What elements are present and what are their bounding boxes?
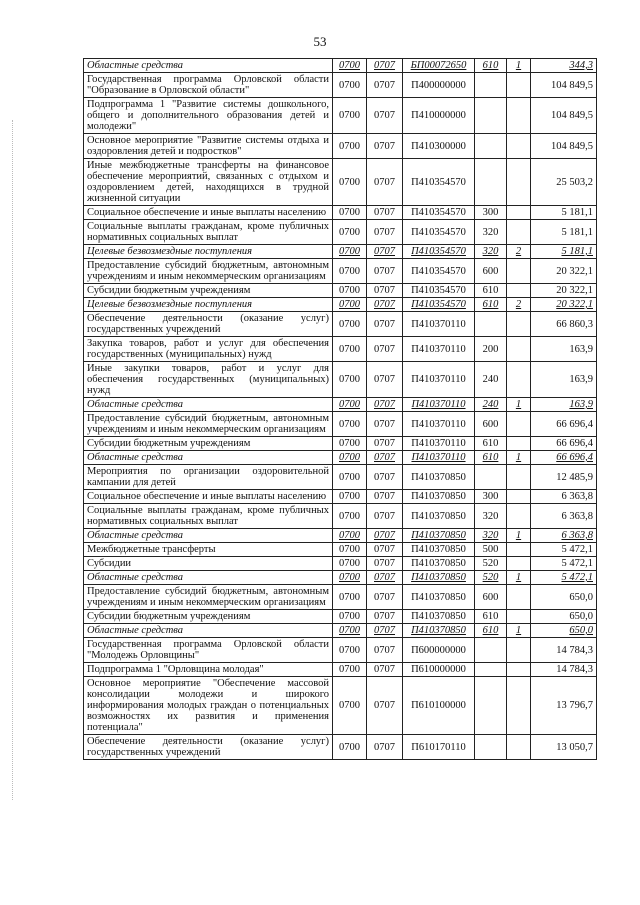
row-source-cell <box>507 504 531 529</box>
row-source-cell <box>507 543 531 557</box>
budget-table-body <box>84 59 597 760</box>
table-row <box>84 465 597 490</box>
row-target-article-cell: П410370850 <box>403 571 475 585</box>
row-amount-cell: 5 472,1 <box>531 571 597 585</box>
row-expense-type-cell <box>475 663 507 677</box>
row-expense-type-cell <box>475 134 507 159</box>
row-ved-code-cell: 0700 <box>333 362 367 398</box>
row-section-code-cell: 0707 <box>367 557 403 571</box>
row-ved-code-cell: 0700 <box>333 284 367 298</box>
row-ved-code-cell: 0700 <box>333 490 367 504</box>
row-amount-cell: 5 472,1 <box>531 543 597 557</box>
row-source-cell <box>507 73 531 98</box>
table-row <box>84 451 597 465</box>
row-ved-code-cell: 0700 <box>333 312 367 337</box>
row-amount-cell: 20 322,1 <box>531 259 597 284</box>
table-row <box>84 571 597 585</box>
row-section-code-cell: 0707 <box>367 245 403 259</box>
row-target-article-cell: БП00072650 <box>403 59 475 73</box>
row-amount-cell: 163,9 <box>531 337 597 362</box>
row-target-article-cell: П400000000 <box>403 73 475 98</box>
row-source-cell <box>507 259 531 284</box>
row-source-cell <box>507 557 531 571</box>
row-source-cell <box>507 362 531 398</box>
row-source-cell: 1 <box>507 529 531 543</box>
row-section-code-cell: 0707 <box>367 638 403 663</box>
row-ved-code-cell: 0700 <box>333 412 367 437</box>
row-expense-type-cell: 600 <box>475 259 507 284</box>
row-source-cell: 1 <box>507 59 531 73</box>
row-expense-type-cell <box>475 312 507 337</box>
row-source-cell <box>507 638 531 663</box>
row-name-cell: Целевые безвозмездные поступления <box>84 298 333 312</box>
row-expense-type-cell: 500 <box>475 543 507 557</box>
row-expense-type-cell: 610 <box>475 284 507 298</box>
row-name-cell: Иные межбюджетные трансферты на финансовое обеспечение мероприятий, связанных с отдыхом и оздоровлением детей, находящихся в трудной жизненной ситуации <box>84 159 333 206</box>
row-amount-cell: 13 050,7 <box>531 735 597 760</box>
row-name-cell: Предоставление субсидий бюджетным, автономным учреждениям и иным некоммерческим организациям <box>84 259 333 284</box>
row-amount-cell: 5 181,1 <box>531 206 597 220</box>
row-target-article-cell: П410370850 <box>403 543 475 557</box>
row-expense-type-cell: 320 <box>475 504 507 529</box>
table-row <box>84 557 597 571</box>
row-target-article-cell: П610170110 <box>403 735 475 760</box>
row-ved-code-cell: 0700 <box>333 504 367 529</box>
row-source-cell: 1 <box>507 451 531 465</box>
row-source-cell <box>507 312 531 337</box>
table-row <box>84 398 597 412</box>
row-expense-type-cell <box>475 638 507 663</box>
row-expense-type-cell: 520 <box>475 557 507 571</box>
row-amount-cell: 6 363,8 <box>531 490 597 504</box>
row-ved-code-cell: 0700 <box>333 59 367 73</box>
row-amount-cell: 66 696,4 <box>531 412 597 437</box>
row-section-code-cell: 0707 <box>367 59 403 73</box>
row-amount-cell: 14 784,3 <box>531 663 597 677</box>
row-ved-code-cell: 0700 <box>333 337 367 362</box>
row-name-cell: Обеспечение деятельности (оказание услуг) государственных учреждений <box>84 735 333 760</box>
row-section-code-cell: 0707 <box>367 259 403 284</box>
row-name-cell: Субсидии бюджетным учреждениям <box>84 284 333 298</box>
row-source-cell: 2 <box>507 298 531 312</box>
row-expense-type-cell: 320 <box>475 529 507 543</box>
row-section-code-cell: 0707 <box>367 571 403 585</box>
table-row <box>84 134 597 159</box>
row-expense-type-cell: 520 <box>475 571 507 585</box>
row-expense-type-cell: 610 <box>475 624 507 638</box>
table-row <box>84 98 597 134</box>
row-expense-type-cell: 320 <box>475 220 507 245</box>
row-amount-cell: 66 696,4 <box>531 437 597 451</box>
row-target-article-cell: П410354570 <box>403 245 475 259</box>
row-amount-cell: 14 784,3 <box>531 638 597 663</box>
table-row <box>84 245 597 259</box>
row-name-cell: Социальные выплаты гражданам, кроме публичных нормативных социальных выплат <box>84 504 333 529</box>
row-target-article-cell: П410370850 <box>403 529 475 543</box>
row-ved-code-cell: 0700 <box>333 259 367 284</box>
row-source-cell <box>507 437 531 451</box>
table-row <box>84 638 597 663</box>
row-ved-code-cell: 0700 <box>333 557 367 571</box>
row-section-code-cell: 0707 <box>367 312 403 337</box>
row-target-article-cell: П410370110 <box>403 362 475 398</box>
row-ved-code-cell: 0700 <box>333 206 367 220</box>
table-row <box>84 206 597 220</box>
row-target-article-cell: П410370850 <box>403 557 475 571</box>
table-row <box>84 362 597 398</box>
table-row <box>84 624 597 638</box>
row-source-cell <box>507 220 531 245</box>
row-target-article-cell: П410370110 <box>403 398 475 412</box>
row-ved-code-cell: 0700 <box>333 638 367 663</box>
table-row <box>84 437 597 451</box>
row-source-cell <box>507 134 531 159</box>
row-ved-code-cell: 0700 <box>333 159 367 206</box>
row-target-article-cell: П610100000 <box>403 677 475 735</box>
row-name-cell: Областные средства <box>84 398 333 412</box>
row-target-article-cell: П410370110 <box>403 437 475 451</box>
row-name-cell: Предоставление субсидий бюджетным, автономным учреждениям и иным некоммерческим организациям <box>84 585 333 610</box>
margin-scan-artifact <box>12 120 14 800</box>
row-ved-code-cell: 0700 <box>333 451 367 465</box>
row-source-cell <box>507 677 531 735</box>
row-expense-type-cell: 600 <box>475 412 507 437</box>
table-row <box>84 312 597 337</box>
row-expense-type-cell <box>475 73 507 98</box>
row-expense-type-cell: 610 <box>475 437 507 451</box>
row-target-article-cell: П410370850 <box>403 624 475 638</box>
row-name-cell: Областные средства <box>84 571 333 585</box>
table-row <box>84 298 597 312</box>
row-amount-cell: 344,3 <box>531 59 597 73</box>
row-section-code-cell: 0707 <box>367 504 403 529</box>
row-amount-cell: 5 472,1 <box>531 557 597 571</box>
row-target-article-cell: П410370110 <box>403 337 475 362</box>
row-name-cell: Основное мероприятие "Обеспечение массовой консолидации молодежи и широкого информирования молодых граждан о потенциальных возможностях их развития и применения потенциала" <box>84 677 333 735</box>
row-target-article-cell: П410370850 <box>403 490 475 504</box>
row-section-code-cell: 0707 <box>367 159 403 206</box>
row-amount-cell: 20 322,1 <box>531 284 597 298</box>
row-source-cell <box>507 337 531 362</box>
row-expense-type-cell: 610 <box>475 451 507 465</box>
row-source-cell <box>507 610 531 624</box>
row-source-cell <box>507 585 531 610</box>
row-amount-cell: 66 860,3 <box>531 312 597 337</box>
row-ved-code-cell: 0700 <box>333 98 367 134</box>
row-target-article-cell: П410370850 <box>403 504 475 529</box>
row-amount-cell: 163,9 <box>531 398 597 412</box>
row-target-article-cell: П410354570 <box>403 220 475 245</box>
row-target-article-cell: П410000000 <box>403 98 475 134</box>
row-amount-cell: 650,0 <box>531 610 597 624</box>
row-ved-code-cell: 0700 <box>333 437 367 451</box>
row-section-code-cell: 0707 <box>367 337 403 362</box>
row-amount-cell: 104 849,5 <box>531 98 597 134</box>
row-name-cell: Областные средства <box>84 529 333 543</box>
row-target-article-cell: П610000000 <box>403 663 475 677</box>
row-target-article-cell: П410354570 <box>403 259 475 284</box>
row-name-cell: Субсидии бюджетным учреждениям <box>84 610 333 624</box>
row-name-cell: Подпрограмма 1 "Орловщина молодая" <box>84 663 333 677</box>
row-amount-cell: 6 363,8 <box>531 504 597 529</box>
row-expense-type-cell <box>475 735 507 760</box>
row-ved-code-cell: 0700 <box>333 529 367 543</box>
row-target-article-cell: П410370110 <box>403 451 475 465</box>
table-row <box>84 412 597 437</box>
row-section-code-cell: 0707 <box>367 465 403 490</box>
row-amount-cell: 66 696,4 <box>531 451 597 465</box>
row-target-article-cell: П410354570 <box>403 298 475 312</box>
row-section-code-cell: 0707 <box>367 451 403 465</box>
row-section-code-cell: 0707 <box>367 398 403 412</box>
table-row <box>84 585 597 610</box>
row-amount-cell: 104 849,5 <box>531 134 597 159</box>
row-name-cell: Иные закупки товаров, работ и услуг для обеспечения государственных (муниципальных) нужд <box>84 362 333 398</box>
row-target-article-cell: П410354570 <box>403 284 475 298</box>
row-ved-code-cell: 0700 <box>333 73 367 98</box>
row-expense-type-cell <box>475 98 507 134</box>
row-expense-type-cell <box>475 465 507 490</box>
row-section-code-cell: 0707 <box>367 543 403 557</box>
row-target-article-cell: П410370850 <box>403 610 475 624</box>
row-name-cell: Социальное обеспечение и иные выплаты населению <box>84 490 333 504</box>
row-expense-type-cell: 610 <box>475 610 507 624</box>
row-target-article-cell: П410370850 <box>403 585 475 610</box>
row-name-cell: Государственная программа Орловской области "Образование в Орловской области" <box>84 73 333 98</box>
row-ved-code-cell: 0700 <box>333 465 367 490</box>
row-name-cell: Мероприятия по организации оздоровительной кампании для детей <box>84 465 333 490</box>
table-row <box>84 543 597 557</box>
table-row <box>84 490 597 504</box>
row-amount-cell: 25 503,2 <box>531 159 597 206</box>
table-row <box>84 284 597 298</box>
row-source-cell <box>507 412 531 437</box>
row-ved-code-cell: 0700 <box>333 571 367 585</box>
row-source-cell <box>507 735 531 760</box>
row-name-cell: Целевые безвозмездные поступления <box>84 245 333 259</box>
row-section-code-cell: 0707 <box>367 220 403 245</box>
row-ved-code-cell: 0700 <box>333 134 367 159</box>
table-row <box>84 59 597 73</box>
row-name-cell: Социальное обеспечение и иные выплаты населению <box>84 206 333 220</box>
row-source-cell: 1 <box>507 398 531 412</box>
row-section-code-cell: 0707 <box>367 412 403 437</box>
row-ved-code-cell: 0700 <box>333 220 367 245</box>
row-name-cell: Областные средства <box>84 59 333 73</box>
row-name-cell: Областные средства <box>84 451 333 465</box>
row-amount-cell: 20 322,1 <box>531 298 597 312</box>
table-row <box>84 610 597 624</box>
row-name-cell: Предоставление субсидий бюджетным, автономным учреждениям и иным некоммерческим организациям <box>84 412 333 437</box>
table-row <box>84 504 597 529</box>
row-source-cell <box>507 159 531 206</box>
row-amount-cell: 5 181,1 <box>531 245 597 259</box>
row-ved-code-cell: 0700 <box>333 663 367 677</box>
row-target-article-cell: П600000000 <box>403 638 475 663</box>
row-ved-code-cell: 0700 <box>333 677 367 735</box>
row-section-code-cell: 0707 <box>367 206 403 220</box>
row-expense-type-cell: 300 <box>475 206 507 220</box>
row-section-code-cell: 0707 <box>367 134 403 159</box>
row-amount-cell: 6 363,8 <box>531 529 597 543</box>
row-section-code-cell: 0707 <box>367 73 403 98</box>
row-section-code-cell: 0707 <box>367 98 403 134</box>
row-section-code-cell: 0707 <box>367 610 403 624</box>
table-row <box>84 220 597 245</box>
table-row <box>84 529 597 543</box>
row-source-cell <box>507 284 531 298</box>
row-source-cell <box>507 98 531 134</box>
row-expense-type-cell: 240 <box>475 362 507 398</box>
row-ved-code-cell: 0700 <box>333 245 367 259</box>
row-source-cell <box>507 490 531 504</box>
row-name-cell: Субсидии <box>84 557 333 571</box>
row-expense-type-cell: 200 <box>475 337 507 362</box>
row-name-cell: Субсидии бюджетным учреждениям <box>84 437 333 451</box>
page-number: 53 <box>313 34 327 49</box>
row-expense-type-cell: 610 <box>475 298 507 312</box>
row-source-cell: 1 <box>507 624 531 638</box>
row-expense-type-cell: 300 <box>475 490 507 504</box>
row-name-cell: Социальные выплаты гражданам, кроме публичных нормативных социальных выплат <box>84 220 333 245</box>
row-source-cell <box>507 206 531 220</box>
row-amount-cell: 104 849,5 <box>531 73 597 98</box>
row-section-code-cell: 0707 <box>367 677 403 735</box>
row-section-code-cell: 0707 <box>367 663 403 677</box>
row-section-code-cell: 0707 <box>367 735 403 760</box>
table-row <box>84 73 597 98</box>
row-ved-code-cell: 0700 <box>333 543 367 557</box>
row-source-cell <box>507 465 531 490</box>
budget-table <box>83 58 597 760</box>
row-name-cell: Закупка товаров, работ и услуг для обеспечения государственных (муниципальных) нужд <box>84 337 333 362</box>
row-section-code-cell: 0707 <box>367 437 403 451</box>
row-section-code-cell: 0707 <box>367 362 403 398</box>
row-source-cell <box>507 663 531 677</box>
row-section-code-cell: 0707 <box>367 298 403 312</box>
row-expense-type-cell: 240 <box>475 398 507 412</box>
table-row <box>84 677 597 735</box>
row-target-article-cell: П410300000 <box>403 134 475 159</box>
table-row <box>84 735 597 760</box>
row-amount-cell: 12 485,9 <box>531 465 597 490</box>
row-amount-cell: 650,0 <box>531 585 597 610</box>
row-target-article-cell: П410370850 <box>403 465 475 490</box>
row-target-article-cell: П410354570 <box>403 159 475 206</box>
row-amount-cell: 5 181,1 <box>531 220 597 245</box>
row-name-cell: Подпрограмма 1 "Развитие системы дошкольного, общего и дополнительного образования детей и молодежи" <box>84 98 333 134</box>
row-ved-code-cell: 0700 <box>333 735 367 760</box>
row-target-article-cell: П410354570 <box>403 206 475 220</box>
row-ved-code-cell: 0700 <box>333 624 367 638</box>
row-name-cell: Основное мероприятие "Развитие системы отдыха и оздоровления детей и подростков" <box>84 134 333 159</box>
row-expense-type-cell: 610 <box>475 59 507 73</box>
row-name-cell: Областные средства <box>84 624 333 638</box>
row-name-cell: Межбюджетные трансферты <box>84 543 333 557</box>
row-ved-code-cell: 0700 <box>333 585 367 610</box>
row-amount-cell: 13 796,7 <box>531 677 597 735</box>
row-section-code-cell: 0707 <box>367 490 403 504</box>
table-row <box>84 159 597 206</box>
table-row <box>84 337 597 362</box>
table-row <box>84 259 597 284</box>
row-amount-cell: 650,0 <box>531 624 597 638</box>
row-ved-code-cell: 0700 <box>333 610 367 624</box>
row-source-cell: 2 <box>507 245 531 259</box>
row-name-cell: Государственная программа Орловской области "Молодежь Орловщины" <box>84 638 333 663</box>
row-expense-type-cell <box>475 677 507 735</box>
row-expense-type-cell: 320 <box>475 245 507 259</box>
row-name-cell: Обеспечение деятельности (оказание услуг) государственных учреждений <box>84 312 333 337</box>
row-section-code-cell: 0707 <box>367 284 403 298</box>
row-source-cell: 1 <box>507 571 531 585</box>
row-ved-code-cell: 0700 <box>333 398 367 412</box>
row-expense-type-cell <box>475 159 507 206</box>
row-section-code-cell: 0707 <box>367 585 403 610</box>
row-section-code-cell: 0707 <box>367 529 403 543</box>
row-target-article-cell: П410370110 <box>403 412 475 437</box>
row-section-code-cell: 0707 <box>367 624 403 638</box>
row-amount-cell: 163,9 <box>531 362 597 398</box>
row-expense-type-cell: 600 <box>475 585 507 610</box>
table-row <box>84 663 597 677</box>
row-ved-code-cell: 0700 <box>333 298 367 312</box>
row-target-article-cell: П410370110 <box>403 312 475 337</box>
